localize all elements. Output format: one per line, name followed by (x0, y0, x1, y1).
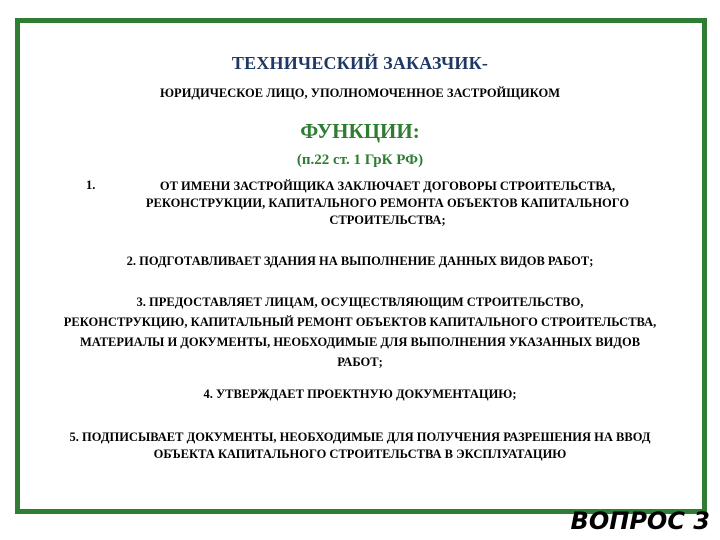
functions-heading: ФУНКЦИИ: (300, 119, 420, 143)
list-item-5-line-1: 5. ПОДПИСЫВАЕТ ДОКУМЕНТЫ, НЕОБХОДИМЫЕ ДЛЯ ПОЛУЧЕНИЯ РАЗРЕШЕНИЯ НА ВВОД (69, 430, 651, 444)
list-item-4-line-1: 4. УТВЕРЖДАЕТ ПРОЕКТНУЮ ДОКУМЕНТАЦИЮ; (203, 387, 517, 401)
list-item-3 (20, 292, 700, 372)
functions-reference: (п.22 ст. 1 ГрК РФ) (296, 152, 424, 168)
list-item-2-line-1: 2. ПОДГОТАВЛИВАЕТ ЗДАНИЯ НА ВЫПОЛНЕНИЕ ДАННЫХ ВИДОВ РАБОТ; (126, 254, 594, 268)
list-item-1-line-2: РЕКОНСТРУКЦИИ, КАПИТАЛЬНОГО РЕМОНТА ОБЪЕКТОВ КАПИТАЛЬНОГО (145, 196, 630, 210)
list-item-5 (20, 429, 700, 463)
list-item-3-line-2: РЕКОНСТРУКЦИЮ, КАПИТАЛЬНЫЙ РЕМОНТ ОБЪЕКТОВ КАПИТАЛЬНОГО СТРОИТЕЛЬСТВА, (63, 315, 657, 329)
list-item-5-line-2: ОБЪЕКТА КАПИТАЛЬНОГО СТРОИТЕЛЬСТВА В ЭКСПЛУАТАЦИЮ (153, 447, 567, 461)
page-subtitle: ЮРИДИЧЕСКОЕ ЛИЦО, УПОЛНОМОЧЕННОЕ ЗАСТРОЙЩИКОМ (159, 86, 560, 100)
list-item-3-line-4: РАБОТ; (337, 355, 383, 369)
list-item-1-line-1: ОТ ИМЕНИ ЗАСТРОЙЩИКА ЗАКЛЮЧАЕТ ДОГОВОРЫ СТРОИТЕЛЬСТВА, (159, 179, 616, 193)
page-title: ТЕХНИЧЕСКИЙ ЗАКАЗЧИК- (231, 53, 489, 73)
item-1-number: 1. (86, 178, 96, 192)
list-item-3-line-3: МАТЕРИАЛЫ И ДОКУМЕНТЫ, НЕОБХОДИМЫЕ ДЛЯ ВЫПОЛНЕНИЯ УКАЗАННЫХ ВИДОВ (79, 335, 641, 349)
list-item-1-line-3: СТРОИТЕЛЬСТВА; (329, 213, 446, 227)
list-item-4 (20, 386, 700, 403)
list-item-2 (20, 253, 700, 270)
question-label: ВОПРОС 3 (570, 507, 710, 535)
list-item-1 (100, 178, 675, 229)
list-item-3-line-1: 3. ПРЕДОСТАВЛЯЕТ ЛИЦАМ, ОСУЩЕСТВЛЯЮЩИМ СТРОИТЕЛЬСТВО, (136, 295, 584, 309)
